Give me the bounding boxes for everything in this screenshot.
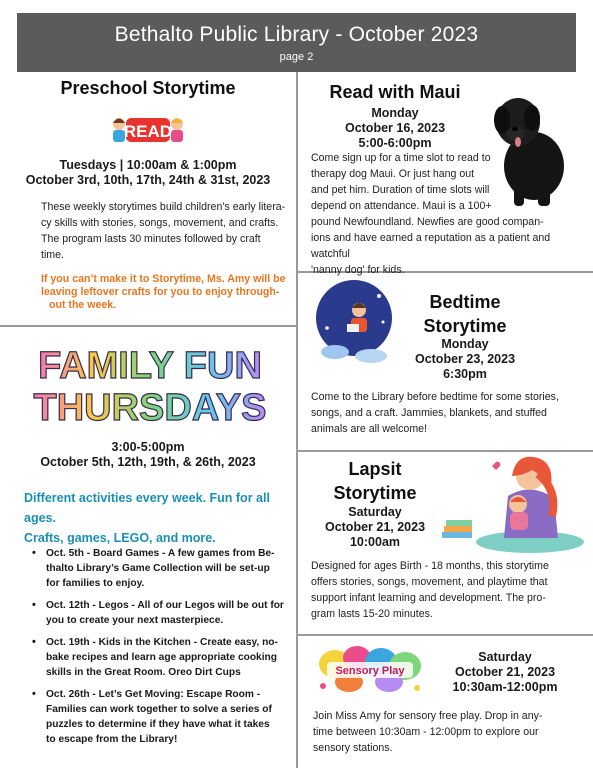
text-line: for families to enjoy. <box>46 578 145 589</box>
read-logo-text: READ <box>123 122 173 141</box>
text-line: Come to the Library before bedtime for some stories, <box>311 391 559 403</box>
bedtime-time: 6:30pm <box>443 367 487 381</box>
preschool-dates: October 3rd, 10th, 17th, 24th & 31st, 2023 <box>25 173 271 187</box>
maui-date: October 16, 2023 <box>344 121 446 135</box>
mother-baby-illustration <box>438 446 588 556</box>
title-line: Bedtime <box>429 292 501 312</box>
bedtime-day: Monday <box>441 337 489 351</box>
sensory-day: Saturday <box>478 650 532 664</box>
text-line: songs, and a craft. Jammies, blankets, and stuffed <box>311 407 547 419</box>
lapsit-date: October 21, 2023 <box>324 520 426 534</box>
text-line: Families can work together to solve a series of <box>46 704 272 715</box>
text-line: • Oct. 5th - Board Games - A few games from Be- <box>46 548 275 559</box>
section-divider <box>0 325 296 327</box>
title-line: Storytime <box>423 316 507 336</box>
bedtime-date: October 23, 2023 <box>414 352 516 366</box>
text-line: Come sign up for a time slot to read to <box>311 152 491 164</box>
banner-line-1: FAMILY FUN <box>38 345 262 387</box>
preschool-schedule <box>0 158 296 188</box>
text-line: offers stories, songs, movement, and playtime that <box>311 576 548 588</box>
sensory-play-logo <box>315 642 425 698</box>
read-logo <box>110 110 186 146</box>
page-title: Bethalto Public Library - October 2023 <box>114 23 479 46</box>
text-line: 'nanny dog' for kids. <box>311 264 405 276</box>
bedtime-title <box>400 290 530 338</box>
family-events-list <box>24 546 294 754</box>
lapsit-schedule <box>305 505 445 550</box>
text-line: out the week. <box>49 299 117 311</box>
text-line: gram lasts 15-20 minutes. <box>311 608 433 620</box>
text-line: • Oct. 19th - Kids in the Kitchen - Create easy, no- <box>46 637 278 648</box>
text-line: pound Newfoundland. Newfies are good compan- <box>311 216 544 228</box>
preschool-title: Preschool Storytime <box>60 78 236 98</box>
maui-description <box>311 150 589 278</box>
section-divider <box>298 634 593 636</box>
list-item <box>24 546 294 591</box>
preschool-note <box>41 273 291 312</box>
text-line: The program lasts 30 minutes followed by craft <box>41 233 261 245</box>
bedtime-schedule <box>400 337 530 382</box>
text-line: Join Miss Amy for sensory free play. Drop in any- <box>313 710 543 722</box>
list-item <box>24 687 294 747</box>
text-line: to escape from the Library! <box>46 734 178 745</box>
lapsit-day: Saturday <box>348 505 402 519</box>
text-line: leaving leftover crafts for you to enjoy through- <box>41 286 280 298</box>
preschool-days: Tuesdays | 10:00am & 1:00pm <box>59 158 237 172</box>
text-line: puzzles to determine if they have what it takes <box>46 719 270 730</box>
text-line: Crafts, games, LEGO, and more. <box>24 531 216 545</box>
text-line: time between 10:30am - 12:00pm to explore our <box>313 726 539 738</box>
preschool-description <box>41 199 291 263</box>
bedtime-description <box>311 389 589 437</box>
family-dates: October 5th, 12th, 19th, & 26th, 2023 <box>40 455 256 469</box>
title-line: Lapsit <box>348 459 402 479</box>
text-line: skills in the Great Room. Oreo Dirt Cups <box>46 667 241 678</box>
list-item <box>24 598 294 628</box>
moon-reader-illustration <box>313 278 395 366</box>
text-line: ions and have earned a reputation as a patient and watchful <box>311 232 551 260</box>
banner-line-2: THURSDAYS <box>33 387 267 428</box>
text-line: • Oct. 12th - Legos - All of our Legos will be out for <box>46 600 284 611</box>
text-line: If you can’t make it to Storytime, Ms. Amy will be <box>41 273 286 285</box>
maui-day: Monday <box>371 106 419 120</box>
text-line: sensory stations. <box>313 742 393 754</box>
family-fun-banner <box>14 338 286 428</box>
maui-time: 5:00-6:00pm <box>358 136 432 150</box>
sensory-date: October 21, 2023 <box>454 665 556 679</box>
text-line: bake recipes and learn age appropriate cooking <box>46 652 277 663</box>
text-line: depend on attendance. Maui is a 100+ <box>311 200 492 212</box>
lapsit-description <box>311 558 589 622</box>
page-number: page 2 <box>279 51 314 63</box>
text-line: Different activities every week. Fun for all ages. <box>24 491 270 525</box>
column-divider <box>296 72 298 768</box>
text-line: time. <box>41 249 64 261</box>
title-line: Storytime <box>333 483 417 503</box>
family-schedule <box>0 440 296 470</box>
text-line: animals are all welcome! <box>311 423 427 435</box>
sensory-description <box>313 708 591 756</box>
text-line: you to create your next masterpiece. <box>46 615 224 626</box>
page-header <box>17 13 576 72</box>
lapsit-title <box>305 457 445 505</box>
list-item <box>24 635 294 680</box>
text-line: thalto Library’s Game Collection will be set-up <box>46 563 270 574</box>
text-line: therapy dog Maui. Or just hang out <box>311 168 475 180</box>
family-time: 3:00-5:00pm <box>111 440 185 454</box>
text-line: and pet him. Duration of time slots will <box>311 184 490 196</box>
maui-title: Read with Maui <box>329 82 461 102</box>
sensory-logo-text: Sensory Play <box>335 665 405 677</box>
text-line: Designed for ages Birth - 18 months, this storytime <box>311 560 549 572</box>
lapsit-time: 10:00am <box>349 535 401 549</box>
maui-schedule <box>305 106 485 151</box>
text-line: support infant learning and development. The pro- <box>311 592 546 604</box>
family-intro <box>24 488 294 548</box>
sensory-schedule <box>430 650 580 695</box>
text-line: • Oct. 26th - Let’s Get Moving: Escape Room - <box>46 689 261 700</box>
text-line: cy skills with stories, songs, movement, and crafts. <box>41 217 279 229</box>
sensory-time: 10:30am-12:00pm <box>452 680 558 694</box>
text-line: These weekly storytimes build children’s early litera- <box>41 201 286 213</box>
